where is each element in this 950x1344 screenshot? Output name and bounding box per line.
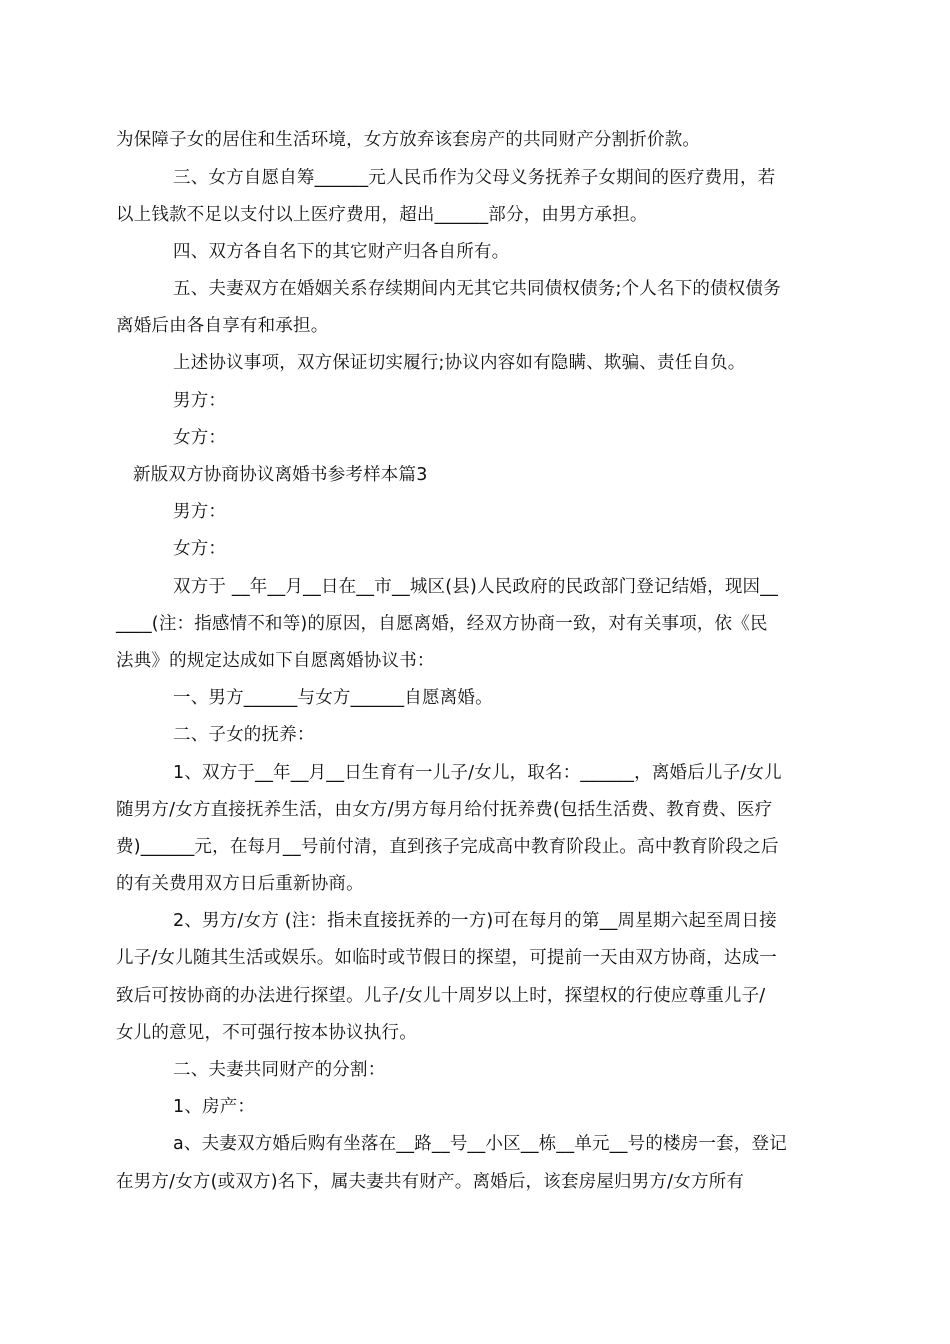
paragraph-line: 以上钱款不足以支付以上医疗费用，超出______部分，由男方承担。 — [116, 205, 648, 225]
paragraph-line: 在男方/女方(或双方)名下，属夫妻共有财产。离婚后，该套房屋归男方/女方所有 — [116, 1172, 745, 1192]
paragraph-line: 五、夫妻双方在婚姻关系存续期间内无其它共同债权债务;个人名下的债权债务 — [173, 279, 781, 299]
paragraph-line: 三、女方自愿自筹______元人民币作为父母义务抚养子女期间的医疗费用，若 — [173, 168, 776, 188]
paragraph-line: 法典》的规定达成如下自愿离婚协议书： — [116, 651, 435, 671]
paragraph-line: 双方于 __年__月__日在__市__城区(县)人民政府的民政部门登记结婚，现因__ — [173, 577, 779, 597]
paragraph-line: 1、双方于__年__月__日生育有一儿子/女儿，取名：______，离婚后儿子/女儿 — [173, 763, 782, 783]
paragraph-line: 的有关费用双方日后重新协商。 — [116, 874, 364, 894]
paragraph-line: 1、房产： — [173, 1097, 256, 1117]
paragraph-line: 费)______元，在每月__号前付清，直到孩子完成高中教育阶段止。高中教育阶段之后 — [116, 837, 779, 857]
paragraph-line: a、夫妻双方婚后购有坐落在__路__号__小区__栋__单元__号的楼房一套，登记 — [173, 1134, 787, 1154]
paragraph-line: 儿子/女儿随其生活或娱乐。如临时或节假日的探望，可提前一天由双方协商，达成一 — [116, 948, 777, 968]
party-label-male: 男方： — [173, 502, 227, 522]
paragraph-line: 致后可按协商的办法进行探望。儿子/女儿十周岁以上时，探望权的行使应尊重儿子/ — [116, 986, 766, 1006]
signature-label-male: 男方： — [173, 391, 227, 411]
paragraph-line: ____(注：指感情不和等)的原因，自愿离婚，经双方协商一致，对有关事项，依《民 — [116, 614, 768, 634]
paragraph-line: 上述协议事项，双方保证切实履行;协议内容如有隐瞒、欺骗、责任自负。 — [173, 353, 746, 373]
paragraph-line: 女儿的意见，不可强行按本协议执行。 — [116, 1023, 417, 1043]
paragraph-line: 四、双方各自名下的其它财产归各自所有。 — [173, 242, 510, 262]
section-heading: 新版双方协商协议离婚书参考样本篇3 — [133, 465, 428, 485]
paragraph-line: 2、男方/女方 (注：指未直接抚养的一方)可在每月的第__周星期六起至周日接 — [173, 911, 777, 931]
paragraph-line: 为保障子女的居住和生活环境，女方放弃该套房产的共同财产分割折价款。 — [116, 130, 701, 150]
paragraph-line: 随男方/女方直接抚养生活，由女方/男方每月给付抚养费(包括生活费、教育费、医疗 — [116, 800, 773, 820]
party-label-female: 女方： — [173, 539, 227, 559]
paragraph-line: 一、男方______与女方______自愿离婚。 — [173, 688, 493, 708]
paragraph-line: 离婚后由各自享有和承担。 — [116, 316, 329, 336]
signature-label-female: 女方： — [173, 428, 227, 448]
paragraph-line: 二、子女的抚养： — [173, 725, 315, 745]
paragraph-line: 二、夫妻共同财产的分割： — [173, 1060, 386, 1080]
